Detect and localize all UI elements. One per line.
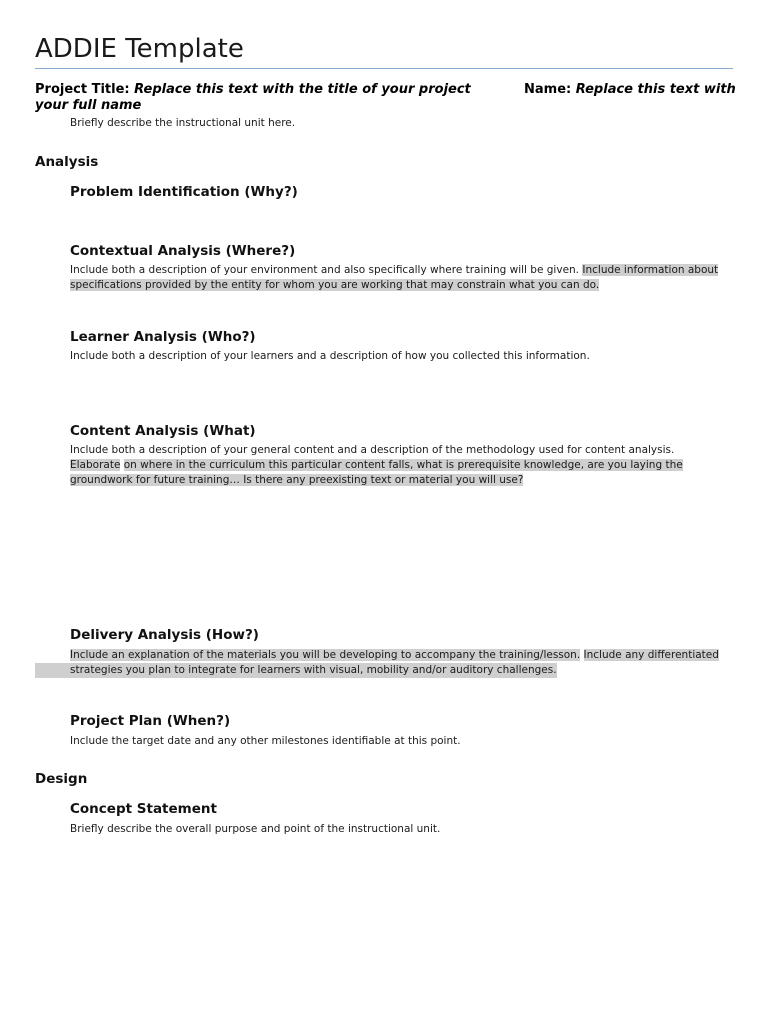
heading-concept-statement: Concept Statement: [70, 801, 217, 817]
project-plan-text[interactable]: Include the target date and any other milestones identifiable at this point.: [70, 735, 461, 747]
heading-contextual-analysis: Contextual Analysis (Where?): [70, 243, 296, 259]
delivery-text-highlight-c: strategies you plan to integrate for learners with visual, mobility and/or auditory challenges.: [35, 663, 557, 678]
content-text-highlight-a: Elaborate: [70, 459, 121, 471]
delivery-text-highlight-b: Include any differentiated: [583, 649, 719, 661]
project-info: [35, 82, 736, 114]
section-heading-analysis: Analysis: [35, 154, 99, 170]
name-value[interactable]: Replace this text with: [575, 82, 736, 97]
content-text-highlight-b: on where in the curriculum this particular content falls, what is prerequisite knowledge, are you laying the: [123, 459, 683, 471]
project-title-field[interactable]: [35, 82, 471, 98]
name-label: Name:: [524, 82, 572, 97]
content-text-line1: Include both a description of your general content and a description of the methodology used for content analysis.: [70, 444, 675, 456]
concept-statement-text[interactable]: Briefly describe the overall purpose and point of the instructional unit.: [70, 823, 441, 835]
content-text-highlight-c: groundwork for future training… Is there any preexisting text or material you will use?: [70, 474, 524, 486]
section-heading-design: Design: [35, 771, 88, 787]
contextual-text-highlight: Include information about: [582, 264, 719, 276]
contextual-analysis-text[interactable]: [70, 263, 734, 293]
delivery-analysis-text[interactable]: [70, 648, 734, 663]
name-field[interactable]: [524, 82, 736, 98]
project-title-value[interactable]: Replace this text with the title of your project: [134, 82, 471, 97]
project-title-label: Project Title:: [35, 82, 130, 97]
learner-analysis-text[interactable]: Include both a description of your learners and a description of how you collected this information.: [70, 350, 590, 362]
heading-delivery-analysis: Delivery Analysis (How?): [70, 627, 259, 643]
contextual-text-highlight-2: specifications provided by the entity for whom you are working that may constrain what you can do.: [70, 279, 600, 291]
delivery-text-highlight-a: Include an explanation of the materials you will be developing to accompany the training/lesson.: [70, 649, 581, 661]
heading-problem-identification: Problem Identification (Why?): [70, 184, 298, 200]
title-underline: [35, 68, 733, 69]
heading-learner-analysis: Learner Analysis (Who?): [70, 329, 256, 345]
contextual-text-plain: Include both a description of your environment and also specifically where training will be given.: [70, 264, 580, 276]
intro-text[interactable]: Briefly describe the instructional unit here.: [70, 117, 296, 129]
heading-project-plan: Project Plan (When?): [70, 713, 231, 729]
content-analysis-text[interactable]: [70, 443, 734, 488]
name-value-continued[interactable]: your full name: [35, 98, 142, 113]
delivery-analysis-text-line2: [35, 663, 733, 678]
document-title: ADDIE Template: [35, 34, 244, 64]
heading-content-analysis: Content Analysis (What): [70, 423, 256, 439]
